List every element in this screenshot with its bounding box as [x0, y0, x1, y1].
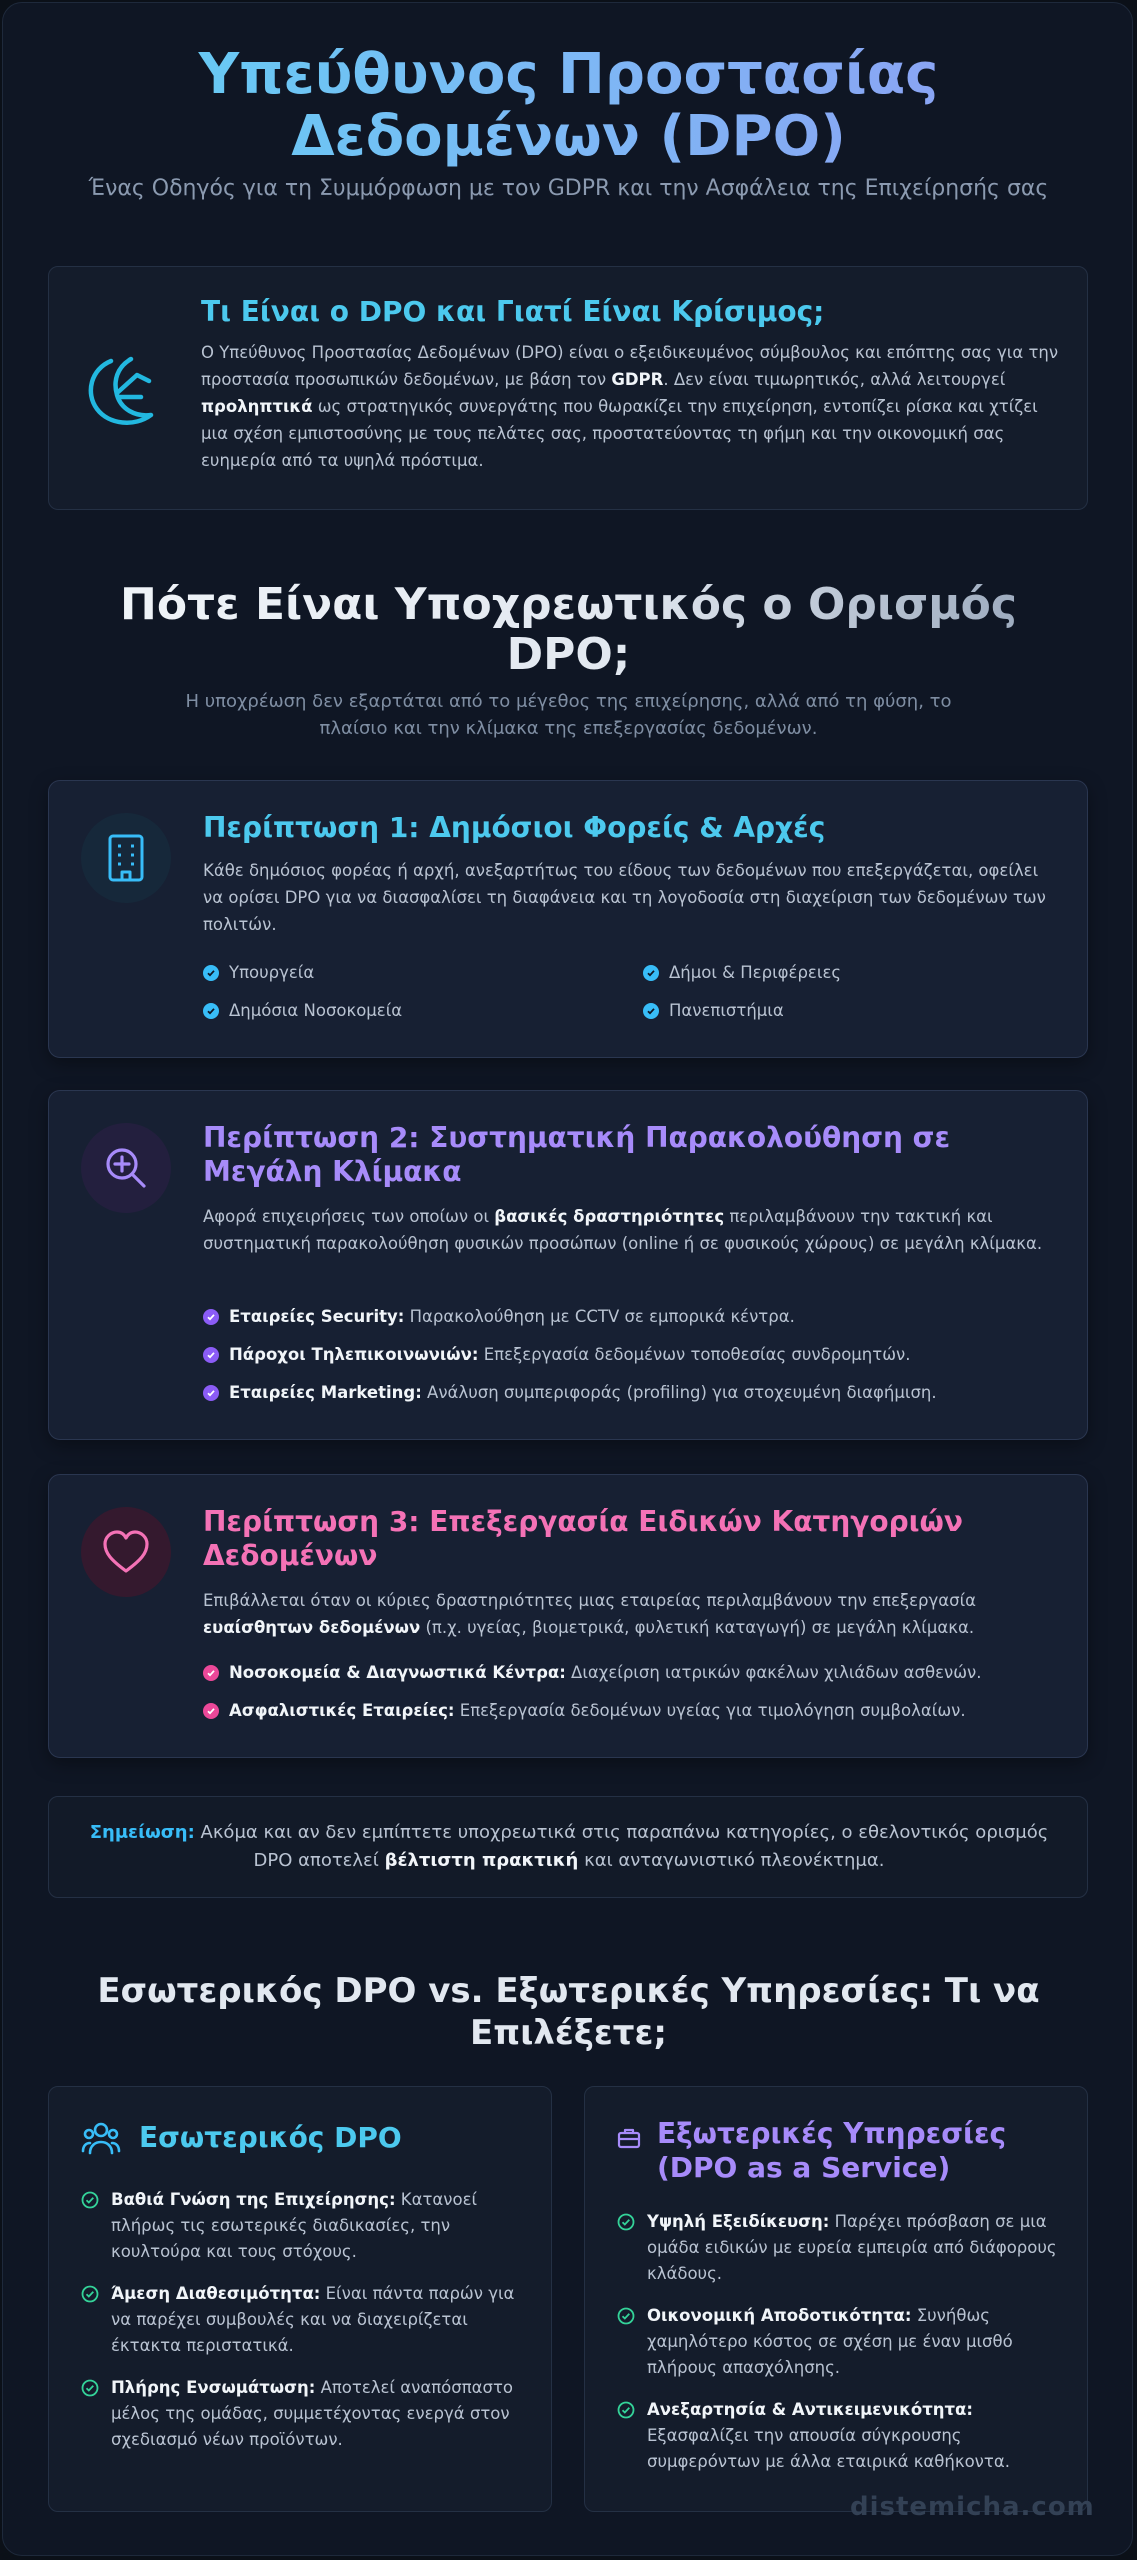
moon-shield-icon	[77, 349, 161, 433]
check-icon	[643, 1003, 659, 1019]
intro-card	[48, 266, 1088, 510]
case-2-text: Αφορά επιχειρήσεις των οποίων οι βασικές δραστηριότητες περιλαμβάνουν την τακτική και συστηματική παρακολούθηση φυσικών προσώπων (online ή σε φυσικούς χώρους) σε μεγάλη κλίμακα.	[203, 1207, 1043, 1253]
internal-dpo-card	[48, 2086, 552, 2512]
check-circle-icon	[617, 2213, 635, 2231]
case-1-item: Πανεπιστήμια	[643, 999, 784, 1023]
case-3-item: Νοσοκομεία & Διαγνωστικά Κέντρα: Διαχείριση ιατρικών φακέλων χιλιάδων ασθενών.	[203, 1661, 1063, 1685]
case-2-item: Πάροχοι Τηλεπικοινωνιών: Επεξεργασία δεδομένων τοποθεσίας συνδρομητών.	[203, 1343, 1063, 1367]
check-icon	[203, 1385, 219, 1401]
case-3-title: Περίπτωση 3: Επεξεργασία Ειδικών Κατηγοριών Δεδομένων	[203, 1505, 963, 1572]
case-3-item: Ασφαλιστικές Εταιρείες: Επεξεργασία δεδομένων υγείας για τιμολόγηση συμβολαίων.	[203, 1699, 1063, 1723]
note-text: Σημείωση: Ακόμα και αν δεν εμπίπτετε υποχρεωτικά στις παραπάνω κατηγορίες, ο εθελοντικός ορισμός DPO αποτελεί βέλτιστη πρακτική και ανταγωνιστικό πλεονέκτημα.	[89, 1822, 1049, 1871]
page-title: Υπεύθυνος Προστασίας Δεδομένων (DPO)	[40, 44, 1097, 168]
check-circle-icon	[81, 2191, 99, 2209]
external-dpo-title: Εξωτερικές Υπηρεσίες (DPO as a Service)	[657, 2117, 1007, 2184]
check-circle-icon	[81, 2379, 99, 2397]
comparison-title: Εσωτερικός DPO vs. Εξωτερικές Υπηρεσίες: Τι να Επιλέξετε;	[97, 1971, 1040, 2053]
internal-dpo-title: Εσωτερικός DPO	[139, 2121, 402, 2154]
internal-dpo-item: Βαθιά Γνώση της Επιχείρησης: Κατανοεί πλήρως τις εσωτερικές διαδικασίες, την κουλτούρα και τους στόχους.	[81, 2187, 527, 2265]
check-icon	[643, 965, 659, 981]
external-dpo-card	[584, 2086, 1088, 2512]
zoom-in-icon	[81, 1123, 171, 1213]
check-icon	[203, 1703, 219, 1719]
external-dpo-item: Υψηλή Εξειδίκευση: Παρέχει πρόσβαση σε μια ομάδα ειδικών με ευρεία εμπειρία από διάφορους κλάδους.	[617, 2209, 1063, 2287]
case-1-item: Υπουργεία	[203, 961, 314, 985]
external-dpo-item: Οικονομική Αποδοτικότητα: Συνήθως χαμηλότερο κόστος σε σχέση με έναν μισθό πλήρους απασχόλησης.	[617, 2303, 1063, 2381]
note-box	[48, 1796, 1088, 1898]
check-icon	[203, 1665, 219, 1681]
case-1-card	[48, 780, 1088, 1058]
internal-dpo-item: Άμεση Διαθεσιμότητα: Είναι πάντα παρών για να παρέχει συμβουλές και να διαχειρίζεται έκτακτα περιστατικά.	[81, 2281, 527, 2359]
users-icon	[81, 2121, 121, 2155]
case-2-card	[48, 1090, 1088, 1440]
check-circle-icon	[81, 2285, 99, 2303]
check-circle-icon	[617, 2401, 635, 2419]
internal-dpo-item: Πλήρης Ενσωμάτωση: Αποτελεί αναπόσπαστο μέλος της ομάδας, συμμετέχοντας ενεργά στον σχεδιασμό νέων προϊόντων.	[81, 2375, 527, 2453]
case-1-text: Κάθε δημόσιος φορέας ή αρχή, ανεξαρτήτως του είδους των δεδομένων που επεξεργάζεται, οφείλει να ορίσει DPO για να διασφαλίσει τη διαφάνεια και τη λογοδοσία στη διαχείριση των δεδομένων των πολιτών.	[203, 861, 1046, 934]
case-3-card	[48, 1474, 1088, 1758]
obligation-subtitle: Η υποχρέωση δεν εξαρτάται από το μέγεθος της επιχείρησης, αλλά από τη φύση, το πλαίσιο και την κλίμακα της επεξεργασίας δεδομένων.	[185, 691, 952, 739]
check-icon	[203, 1347, 219, 1363]
check-icon	[203, 1309, 219, 1325]
case-1-item: Δήμοι & Περιφέρειες	[643, 961, 841, 985]
heart-icon	[81, 1507, 171, 1597]
building-icon	[81, 813, 171, 903]
case-1-item: Δημόσια Νοσοκομεία	[203, 999, 402, 1023]
case-2-item: Εταιρείες Security: Παρακολούθηση με CCTV σε εμπορικά κέντρα.	[203, 1305, 1063, 1329]
check-icon	[203, 1003, 219, 1019]
intro-title: Τι Είναι ο DPO και Γιατί Είναι Κρίσιμος;	[201, 295, 825, 328]
check-icon	[203, 965, 219, 981]
watermark-logo: distemicha.com	[850, 2492, 1095, 2522]
check-circle-icon	[617, 2307, 635, 2325]
case-2-title: Περίπτωση 2: Συστηματική Παρακολούθηση σε Μεγάλη Κλίμακα	[203, 1121, 951, 1188]
case-2-item: Εταιρείες Marketing: Ανάλυση συμπεριφοράς (profiling) για στοχευμένη διαφήμιση.	[203, 1381, 1063, 1405]
page-subtitle: Ένας Οδηγός για τη Συμμόρφωση με τον GDPR και την Ασφάλεια της Επιχείρησής σας	[88, 176, 1049, 201]
obligation-title: Πότε Είναι Υποχρεωτικός ο Ορισμός DPO;	[60, 580, 1077, 680]
case-1-title: Περίπτωση 1: Δημόσιοι Φορείς & Αρχές	[203, 811, 826, 844]
intro-text: Ο Υπεύθυνος Προστασίας Δεδομένων (DPO) είναι ο εξειδικευμένος σύμβουλος και επόπτης σας για την προστασία προσωπικών δεδομένων, με βάση τον GDPR. Δεν είναι τιμωρητικός, αλλά λειτουργεί προληπτικά ως στρατηγικός συνεργάτης που θωρακίζει την επιχείρηση, εντοπίζει ρίσκα και χτίζει μια σχέση εμπιστοσύνης με τους πελάτες σας, προστατεύοντας τη φήμη και την οικονομική σας ευημερία από τα υψηλά πρόστιμα.	[201, 343, 1059, 470]
external-dpo-item: Ανεξαρτησία & Αντικειμενικότητα: Εξασφαλίζει την απουσία σύγκρουσης συμφερόντων με άλλα εταιρικά καθήκοντα.	[617, 2397, 1063, 2475]
case-3-text: Επιβάλλεται όταν οι κύριες δραστηριότητες μιας εταιρείας περιλαμβάνουν την επεξεργασία ευαίσθητων δεδομένων (π.χ. υγείας, βιομετρικά, φυλετική καταγωγή) σε μεγάλη κλίμακα.	[203, 1591, 977, 1637]
briefcase-icon	[617, 2127, 641, 2149]
